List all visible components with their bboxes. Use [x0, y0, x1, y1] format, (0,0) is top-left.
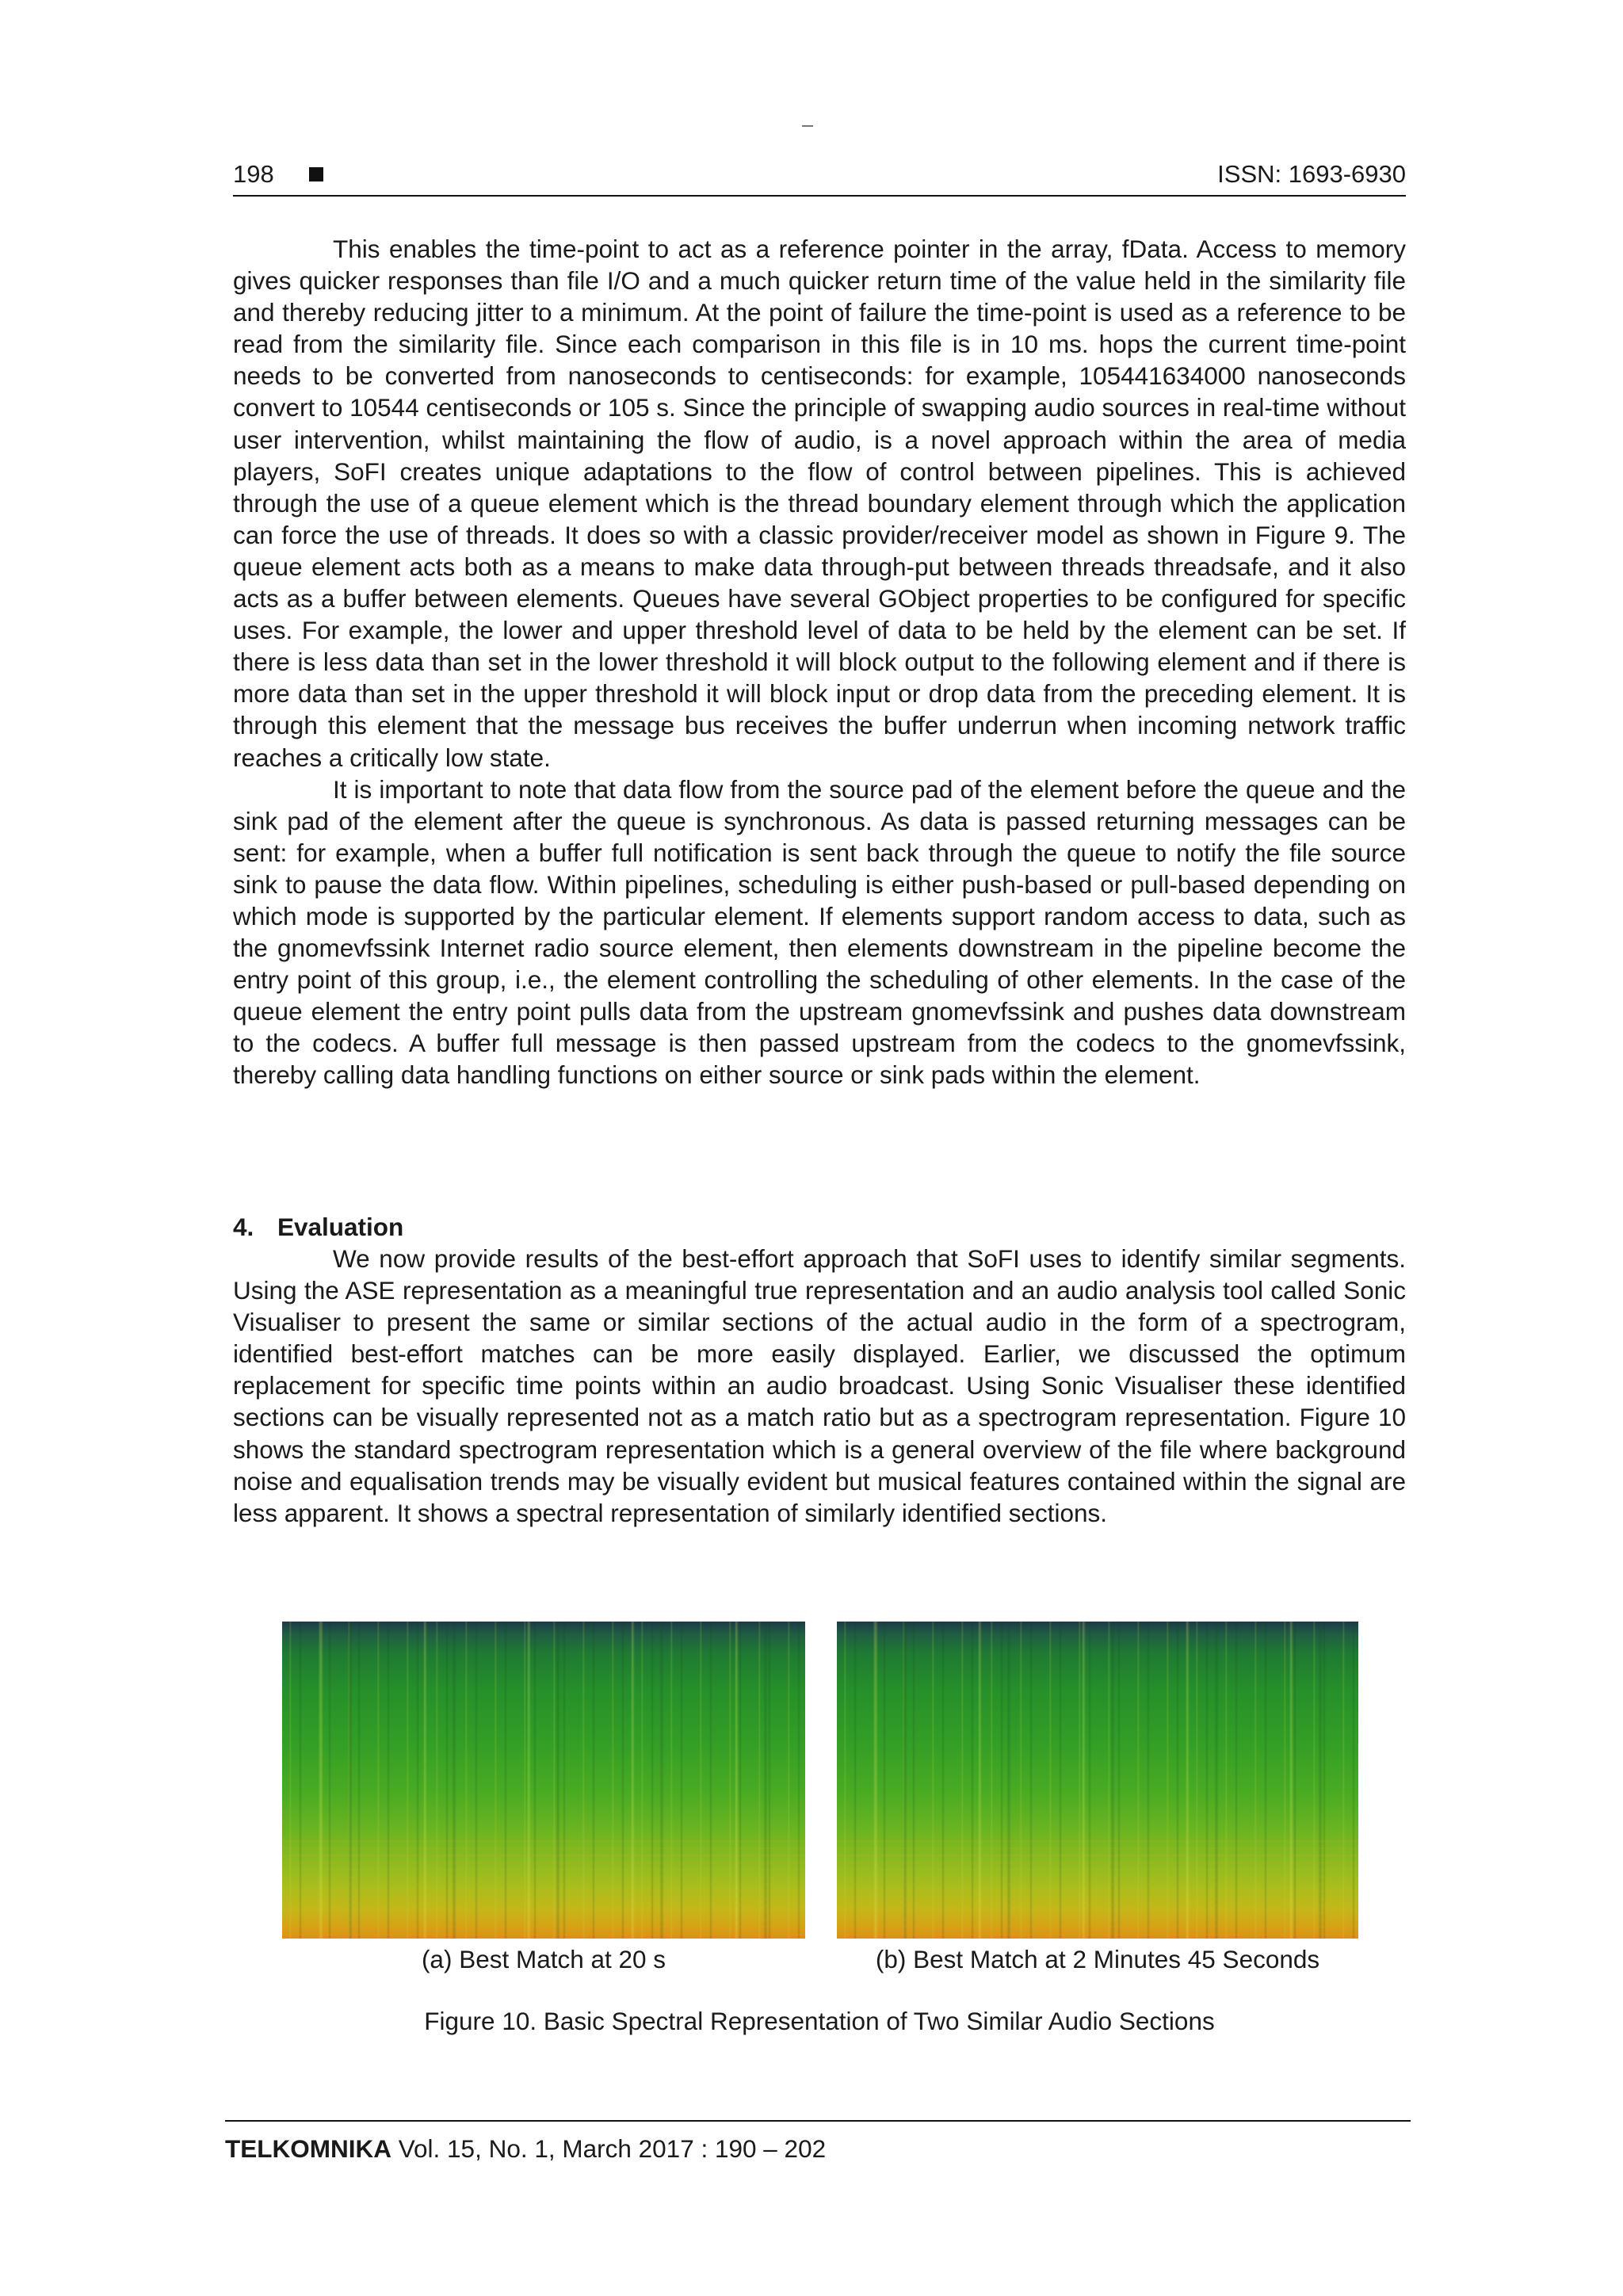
subcaption-b: (b) Best Match at 2 Minutes 45 Seconds	[875, 1945, 1320, 1973]
page-header	[233, 155, 1406, 197]
figure-caption: Figure 10. Basic Spectral Representation of Two Similar Audio Sections	[424, 2007, 1215, 2035]
issn-label: ISSN: 1693-6930	[1217, 160, 1406, 188]
journal-details: Vol. 15, No. 1, March 2017 : 190 – 202	[398, 2134, 827, 2163]
evaluation-paragraph: We now provide results of the best-effort approach that SoFI uses to identify similar segments. Using the ASE representation as a meaningful true representation and an audio analysis tool called Sonic Visualiser to present the same or similar sections of the actual audio in the form of a spectrogram, identified best-effort matches can be more easily displayed. Earlier, we discussed the optimum replacement for specific time points within an audio broadcast. Using Sonic Visualiser these identified sections can be visually represented not as a match ratio but as a spectrogram representation. Figure 10 shows the standard spectrogram representation which is a general overview of the file where background noise and equalisation trends may be visually evident but musical features contained within the signal are less apparent. It shows a spectral representation of similarly identified sections.	[233, 1244, 1406, 1527]
subcaption-a: (a) Best Match at 20 s	[421, 1945, 666, 1973]
paragraph-1: This enables the time-point to act as a reference pointer in the array, fData. Access to memory gives quicker responses than file I/O and a much quicker return time of the value held in the similarity file and thereby reducing jitter to a minimum. At the point of failure the time-point is used as a reference to be read from the similarity file. Since each comparison in this file is in 10 ms. hops the current time-point needs to be converted from nanoseconds to centiseconds: for example, 105441634000 nanoseconds convert to 10544 centiseconds or 105 s. Since the principle of swapping audio sources in real-time without user intervention, whilst maintaining the flow of audio, is a novel approach within the area of media players, SoFI creates unique adaptations to the flow of control between pipelines. This is achieved through the use of a queue element which is the thread boundary element through which the application can force the use of threads. It does so with a classic provider/receiver model as shown in Figure 9. The queue element acts both as a means to make data through-put between threads threadsafe, and it also acts as a buffer between elements. Queues have several GObject properties to be configured for specific uses. For example, the lower and upper threshold level of data to be held by the element can be set. If there is less data than set in the lower threshold it will block output to the following element and if there is more data than set in the upper threshold it will block input or drop data from the preceding element. It is through this element that the message bus receives the buffer underrun when incoming network traffic reaches a critically low state.	[233, 235, 1406, 772]
page-footer	[225, 2120, 1411, 2164]
top-dash-mark	[802, 125, 813, 127]
section-title: Evaluation	[277, 1213, 404, 1241]
spectrogram-image-a	[282, 1622, 805, 1939]
paragraph-2: It is important to note that data flow from the source pad of the element before the queue and the sink pad of the element after the queue is synchronous. As data is passed returning messages can be sent: for example, when a buffer full notification is sent back through the queue to notify the file source sink to pause the data flow. Within pipelines, scheduling is either push-based or pull-based depending on which mode is supported by the particular element. If elements support random access to data, such as the gnomevfssink Internet radio source element, then elements downstream in the pipeline become the entry point of this group, i.e., the element controlling the scheduling of other elements. In the case of the queue element the entry point pulls data from the upstream gnomevfssink and pushes data downstream to the codecs. A buffer full message is then passed upstream from the codecs to the gnomevfssink, thereby calling data handling functions on either source or sink pads within the element.	[233, 774, 1406, 1090]
page-number: 198	[233, 160, 274, 188]
header-square-icon	[309, 167, 323, 181]
section-number: 4.	[233, 1213, 254, 1241]
evaluation-text	[233, 1243, 1406, 1529]
journal-name: TELKOMNIKA	[225, 2134, 391, 2163]
body-text	[233, 233, 1406, 1091]
section-heading	[233, 1211, 403, 1243]
spectrogram-image-b	[837, 1622, 1358, 1939]
